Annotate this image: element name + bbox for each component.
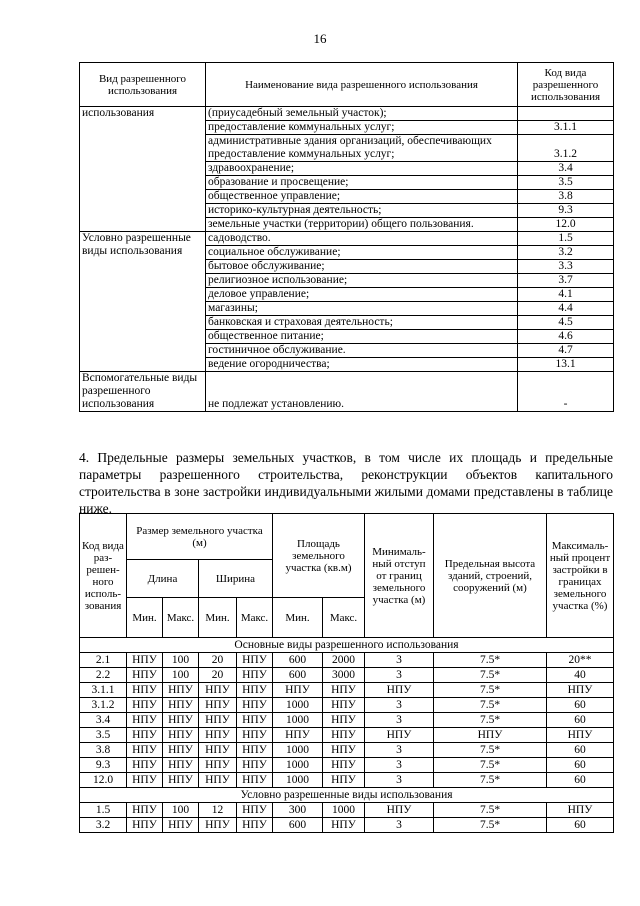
cell-length-max: НПУ — [163, 758, 199, 773]
cell-area-max: НПУ — [323, 818, 365, 833]
use-category: Условно разрешенные виды использования — [80, 232, 206, 372]
use-name: предоставление коммунальных услуг; — [206, 121, 518, 135]
use-code: 4.4 — [518, 302, 614, 316]
table-row — [80, 232, 614, 246]
cell-width-max: НПУ — [237, 743, 273, 758]
cell-width-max: НПУ — [237, 818, 273, 833]
cell-min-setback: 3 — [365, 653, 434, 668]
cell-width-max: НПУ — [237, 773, 273, 788]
cell-area-min: 1000 — [273, 743, 323, 758]
cell-area-max: НПУ — [323, 713, 365, 728]
cell-length-min: НПУ — [127, 698, 163, 713]
header-code: Код вида раз-решен-ного исполь-зования — [80, 514, 127, 638]
cell-width-min: 20 — [199, 668, 237, 683]
header-width-max: Макс. — [237, 598, 273, 638]
cell-width-min: НПУ — [199, 773, 237, 788]
cell-length-min: НПУ — [127, 683, 163, 698]
cell-area-max: 3000 — [323, 668, 365, 683]
cell-width-min: НПУ — [199, 698, 237, 713]
section-title: Основные виды разрешенного использования — [80, 638, 614, 653]
use-name: образование и просвещение; — [206, 176, 518, 190]
cell-max-coverage: 40 — [547, 668, 614, 683]
cell-code: 2.1 — [80, 653, 127, 668]
cell-min-setback: 3 — [365, 668, 434, 683]
table-row — [80, 698, 614, 713]
cell-width-min: НПУ — [199, 713, 237, 728]
use-code: 3.2 — [518, 246, 614, 260]
table-row — [80, 372, 614, 412]
use-code — [518, 107, 614, 121]
cell-area-min: 1000 — [273, 758, 323, 773]
cell-max-height: 7.5* — [434, 803, 547, 818]
cell-width-min: 20 — [199, 653, 237, 668]
use-name: общественное питание; — [206, 330, 518, 344]
use-name: историко-культурная деятельность; — [206, 204, 518, 218]
cell-max-height: НПУ — [434, 728, 547, 743]
use-name: общественное управление; — [206, 190, 518, 204]
use-code: 4.7 — [518, 344, 614, 358]
cell-max-height: 7.5* — [434, 668, 547, 683]
cell-min-setback: 3 — [365, 698, 434, 713]
cell-max-height: 7.5* — [434, 713, 547, 728]
cell-width-max: НПУ — [237, 668, 273, 683]
cell-min-setback: 3 — [365, 758, 434, 773]
use-name: земельные участки (территории) общего пользования. — [206, 218, 518, 232]
cell-code: 12.0 — [80, 773, 127, 788]
use-code: 4.6 — [518, 330, 614, 344]
cell-width-max: НПУ — [237, 683, 273, 698]
cell-min-setback: 3 — [365, 773, 434, 788]
header-length-min: Мин. — [127, 598, 163, 638]
header-length: Длина — [127, 560, 199, 598]
cell-area-min: 1000 — [273, 698, 323, 713]
use-name: (приусадебный земельный участок); — [206, 107, 518, 121]
cell-width-min: 12 — [199, 803, 237, 818]
cell-width-min: НПУ — [199, 758, 237, 773]
cell-width-min: НПУ — [199, 818, 237, 833]
cell-area-max: НПУ — [323, 743, 365, 758]
table-row — [80, 683, 614, 698]
use-name: банковская и страховая деятельность; — [206, 316, 518, 330]
cell-length-max: НПУ — [163, 773, 199, 788]
use-code: 12.0 — [518, 218, 614, 232]
use-category: использования — [80, 107, 206, 232]
cell-length-max: 100 — [163, 668, 199, 683]
use-name: здравоохранение; — [206, 162, 518, 176]
cell-area-min: 600 — [273, 818, 323, 833]
cell-code: 3.5 — [80, 728, 127, 743]
table-row — [80, 818, 614, 833]
cell-max-height: 7.5* — [434, 653, 547, 668]
cell-width-max: НПУ — [237, 728, 273, 743]
header-area: Площадь земельного участка (кв.м) — [273, 514, 365, 598]
cell-area-max: НПУ — [323, 683, 365, 698]
cell-max-coverage: 60 — [547, 758, 614, 773]
cell-width-max: НПУ — [237, 653, 273, 668]
permitted-use-table — [79, 62, 614, 412]
header-area-max: Макс. — [323, 598, 365, 638]
cell-width-min: НПУ — [199, 743, 237, 758]
cell-length-min: НПУ — [127, 773, 163, 788]
cell-area-max: НПУ — [323, 773, 365, 788]
cell-max-coverage: НПУ — [547, 683, 614, 698]
use-name: ведение огородничества; — [206, 358, 518, 372]
table-row — [80, 107, 614, 121]
use-code: 9.3 — [518, 204, 614, 218]
cell-area-max: 1000 — [323, 803, 365, 818]
cell-area-min: 600 — [273, 668, 323, 683]
cell-length-min: НПУ — [127, 803, 163, 818]
use-code: 13.1 — [518, 358, 614, 372]
header-use-code: Код вида разрешенного использования — [518, 63, 614, 107]
cell-code: 2.2 — [80, 668, 127, 683]
cell-length-min: НПУ — [127, 818, 163, 833]
use-name: гостиничное обслуживание. — [206, 344, 518, 358]
table-row — [80, 743, 614, 758]
header-size: Размер земельного участка (м) — [127, 514, 273, 560]
use-name: деловое управление; — [206, 288, 518, 302]
use-code: 3.8 — [518, 190, 614, 204]
cell-width-max: НПУ — [237, 713, 273, 728]
table-row — [80, 653, 614, 668]
cell-width-min: НПУ — [199, 728, 237, 743]
cell-max-coverage: 60 — [547, 698, 614, 713]
cell-area-max: 2000 — [323, 653, 365, 668]
cell-code: 3.8 — [80, 743, 127, 758]
cell-max-height: 7.5* — [434, 773, 547, 788]
cell-length-min: НПУ — [127, 743, 163, 758]
use-code: - — [518, 372, 614, 412]
cell-max-coverage: 60 — [547, 713, 614, 728]
use-code: 1.5 — [518, 232, 614, 246]
cell-min-setback: НПУ — [365, 728, 434, 743]
header-use-name: Наименование вида разрешенного использования — [206, 63, 518, 107]
use-name: бытовое обслуживание; — [206, 260, 518, 274]
use-name: административные здания организаций, обеспечивающих предоставление коммунальных услуг; — [206, 135, 518, 162]
cell-area-min: 1000 — [273, 713, 323, 728]
cell-max-height: 7.5* — [434, 683, 547, 698]
cell-max-coverage: НПУ — [547, 728, 614, 743]
cell-max-coverage: НПУ — [547, 803, 614, 818]
cell-width-max: НПУ — [237, 803, 273, 818]
cell-max-coverage: 60 — [547, 773, 614, 788]
cell-length-max: НПУ — [163, 818, 199, 833]
parameters-table — [79, 513, 614, 833]
header-width: Ширина — [199, 560, 273, 598]
cell-min-setback: НПУ — [365, 803, 434, 818]
table-row — [80, 758, 614, 773]
cell-code: 9.3 — [80, 758, 127, 773]
cell-area-max: НПУ — [323, 758, 365, 773]
cell-length-min: НПУ — [127, 713, 163, 728]
table-row — [80, 713, 614, 728]
section-title: Условно разрешенные виды использования — [80, 788, 614, 803]
cell-max-height: 7.5* — [434, 818, 547, 833]
cell-min-setback: 3 — [365, 713, 434, 728]
use-category: Вспомогательные виды разрешенного использования — [80, 372, 206, 412]
cell-length-max: НПУ — [163, 743, 199, 758]
table-row — [80, 773, 614, 788]
cell-width-max: НПУ — [237, 758, 273, 773]
cell-area-min: НПУ — [273, 728, 323, 743]
paragraph-4: 4. Предельные размеры земельных участков, в том числе их площадь и предельные параметры разрешенного строительства, реконструкции объектов капитального строительства в зоне застройки индивидуальными жилыми домами представлены в таблице ниже. — [79, 450, 613, 516]
cell-length-max: 100 — [163, 803, 199, 818]
header-max-height: Предельная высота зданий, строений, сооружений (м) — [434, 514, 547, 638]
cell-code: 1.5 — [80, 803, 127, 818]
cell-code: 3.2 — [80, 818, 127, 833]
use-name: социальное обслуживание; — [206, 246, 518, 260]
table-header-row — [80, 63, 614, 107]
cell-area-min: НПУ — [273, 683, 323, 698]
cell-max-coverage: 60 — [547, 818, 614, 833]
cell-length-max: НПУ — [163, 713, 199, 728]
cell-length-min: НПУ — [127, 653, 163, 668]
cell-area-min: 600 — [273, 653, 323, 668]
use-code: 3.1.1 — [518, 121, 614, 135]
header-use-type: Вид разрешенного использования — [80, 63, 206, 107]
use-code: 3.4 — [518, 162, 614, 176]
use-code: 3.7 — [518, 274, 614, 288]
cell-code: 3.4 — [80, 713, 127, 728]
cell-area-max: НПУ — [323, 698, 365, 713]
use-name: не подлежат установлению. — [206, 372, 518, 412]
cell-length-max: 100 — [163, 653, 199, 668]
header-min-setback: Минималь-ный отступ от границ земельного участка (м) — [365, 514, 434, 638]
cell-code: 3.1.1 — [80, 683, 127, 698]
use-code: 4.1 — [518, 288, 614, 302]
section-row — [80, 638, 614, 653]
cell-max-height: 7.5* — [434, 698, 547, 713]
cell-max-height: 7.5* — [434, 758, 547, 773]
cell-length-max: НПУ — [163, 698, 199, 713]
table-row — [80, 803, 614, 818]
cell-code: 3.1.2 — [80, 698, 127, 713]
cell-length-min: НПУ — [127, 728, 163, 743]
page-number: 16 — [313, 31, 327, 46]
use-code: 4.5 — [518, 316, 614, 330]
cell-area-min: 300 — [273, 803, 323, 818]
table-row — [80, 668, 614, 683]
use-code: 3.5 — [518, 176, 614, 190]
cell-width-max: НПУ — [237, 698, 273, 713]
header-area-min: Мин. — [273, 598, 323, 638]
cell-area-max: НПУ — [323, 728, 365, 743]
header-length-max: Макс. — [163, 598, 199, 638]
cell-max-coverage: 60 — [547, 743, 614, 758]
cell-max-coverage: 20** — [547, 653, 614, 668]
cell-length-max: НПУ — [163, 683, 199, 698]
use-name: садоводство. — [206, 232, 518, 246]
cell-min-setback: 3 — [365, 743, 434, 758]
cell-length-min: НПУ — [127, 758, 163, 773]
use-code: 3.1.2 — [518, 135, 614, 162]
cell-length-max: НПУ — [163, 728, 199, 743]
cell-min-setback: 3 — [365, 818, 434, 833]
cell-length-min: НПУ — [127, 668, 163, 683]
cell-area-min: 1000 — [273, 773, 323, 788]
section-row — [80, 788, 614, 803]
cell-max-height: 7.5* — [434, 743, 547, 758]
cell-min-setback: НПУ — [365, 683, 434, 698]
header-width-min: Мин. — [199, 598, 237, 638]
use-name: религиозное использование; — [206, 274, 518, 288]
use-name: магазины; — [206, 302, 518, 316]
use-code: 3.3 — [518, 260, 614, 274]
header-max-coverage: Максималь-ный процент застройки в границах земельного участка (%) — [547, 514, 614, 638]
table-row — [80, 728, 614, 743]
cell-width-min: НПУ — [199, 683, 237, 698]
